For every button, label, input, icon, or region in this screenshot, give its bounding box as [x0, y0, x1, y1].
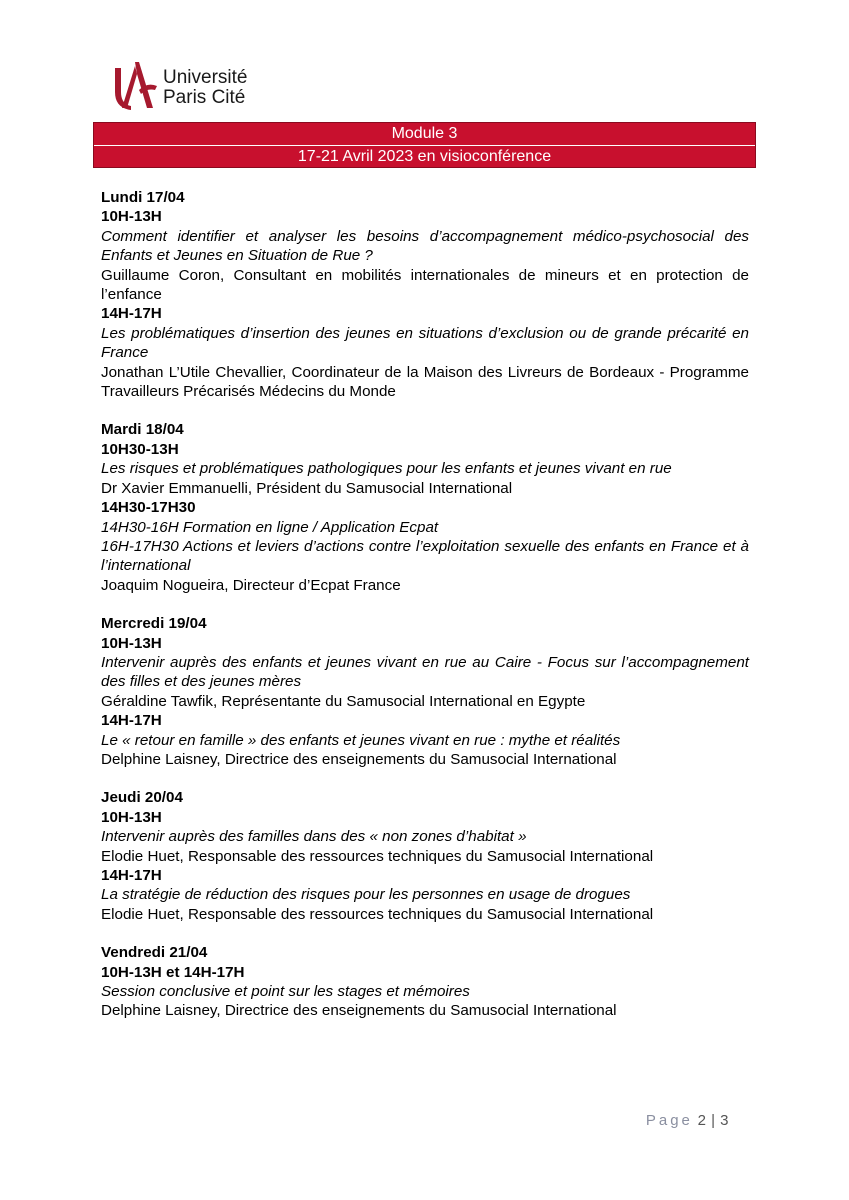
slot-topic: Intervenir auprès des familles dans des « non zones d’habitat » — [101, 828, 527, 846]
banner-module: Module 3 — [391, 125, 458, 142]
page-label: Page — [645, 1112, 693, 1129]
slot-time: 10H-13H — [101, 208, 162, 226]
slot-topic: Comment identifier et analyser les besoins d’accompagnement médico-psychosocial des Enfants et Jeunes en Situation de Rue ? — [101, 227, 749, 265]
slot-time: 10H-13H — [101, 808, 162, 826]
slot-topic: Le « retour en famille » des enfants et jeunes vivant en rue : mythe et réalités — [101, 731, 621, 749]
slot-speaker: Joaquim Nogueira, Directeur d’Ecpat France — [101, 576, 401, 594]
university-logo — [113, 60, 293, 112]
slot-time: 14H30-17H30 — [101, 499, 196, 517]
slot-topic: Les risques et problématiques pathologiques pour les enfants et jeunes vivant en rue — [101, 460, 672, 478]
slot-topic: Session conclusive et point sur les stages et mémoires — [101, 983, 470, 1001]
slot-topic: 14H30-16H Formation en ligne / Application Ecpat — [101, 518, 439, 536]
slot-speaker: Delphine Laisney, Directrice des enseignements du Samusocial International — [101, 750, 617, 768]
day-block — [101, 943, 749, 1021]
page-footer — [646, 1112, 729, 1129]
day-title: Mardi 18/04 — [101, 421, 184, 439]
day-block — [101, 420, 749, 595]
day-title: Lundi 17/04 — [101, 189, 185, 206]
slot-time: 14H-17H — [101, 867, 162, 884]
slot-speaker: Dr Xavier Emmanuelli, Président du Samusocial International — [101, 479, 513, 497]
day-block — [101, 188, 749, 401]
slot-time: 14H-17H — [101, 712, 162, 730]
day-title: Jeudi 20/04 — [101, 789, 183, 807]
slot-time: 10H30-13H — [101, 440, 179, 458]
day-block — [101, 614, 749, 769]
day-block — [101, 788, 749, 924]
schedule — [101, 188, 749, 1040]
slot-topic: Les problématiques d’insertion des jeunes en situations d’exclusion ou de grande précarité en France — [101, 324, 749, 362]
slot-speaker: Elodie Huet, Responsable des ressources techniques du Samusocial International — [101, 905, 654, 923]
module-banner — [93, 122, 756, 168]
slot-speaker: Géraldine Tawfik, Représentante du Samusocial International en Egypte — [101, 692, 586, 710]
slot-topic: La stratégie de réduction des risques pour les personnes en usage de drogues — [101, 886, 631, 904]
slot-speaker: Elodie Huet, Responsable des ressources techniques du Samusocial International — [101, 847, 654, 865]
page-separator: | — [711, 1112, 716, 1129]
page-current: 2 — [697, 1112, 707, 1129]
logo-line2: Paris Cité — [163, 87, 246, 108]
banner-dates: 17-21 Avril 2023 en visioconférence — [94, 145, 755, 168]
slot-time: 10H-13H et 14H-17H — [101, 963, 245, 981]
university-emblem-icon — [113, 60, 159, 112]
slot-speaker: Delphine Laisney, Directrice des enseignements du Samusocial International — [101, 1002, 617, 1020]
slot-topic: 16H-17H30 Actions et leviers d’actions contre l’exploitation sexuelle des enfants en France et à l’international — [101, 537, 749, 575]
day-title: Mercredi 19/04 — [101, 615, 207, 633]
slot-topic: Intervenir auprès des enfants et jeunes vivant en rue au Caire - Focus sur l’accompagnement des filles et des jeunes mères — [101, 653, 749, 691]
day-title: Vendredi 21/04 — [101, 944, 208, 962]
page-total: 3 — [720, 1112, 729, 1129]
slot-speaker: Guillaume Coron, Consultant en mobilités internationales de mineurs et en protection de l’enfance — [101, 266, 749, 304]
slot-speaker: Jonathan L’Utile Chevallier, Coordinateur de la Maison des Livreurs de Bordeaux - Programme Travailleurs Précarisés Médecins du Monde — [101, 363, 749, 401]
slot-time: 14H-17H — [101, 305, 162, 323]
slot-time: 10H-13H — [101, 634, 162, 652]
logo-line1: Université — [163, 67, 248, 88]
